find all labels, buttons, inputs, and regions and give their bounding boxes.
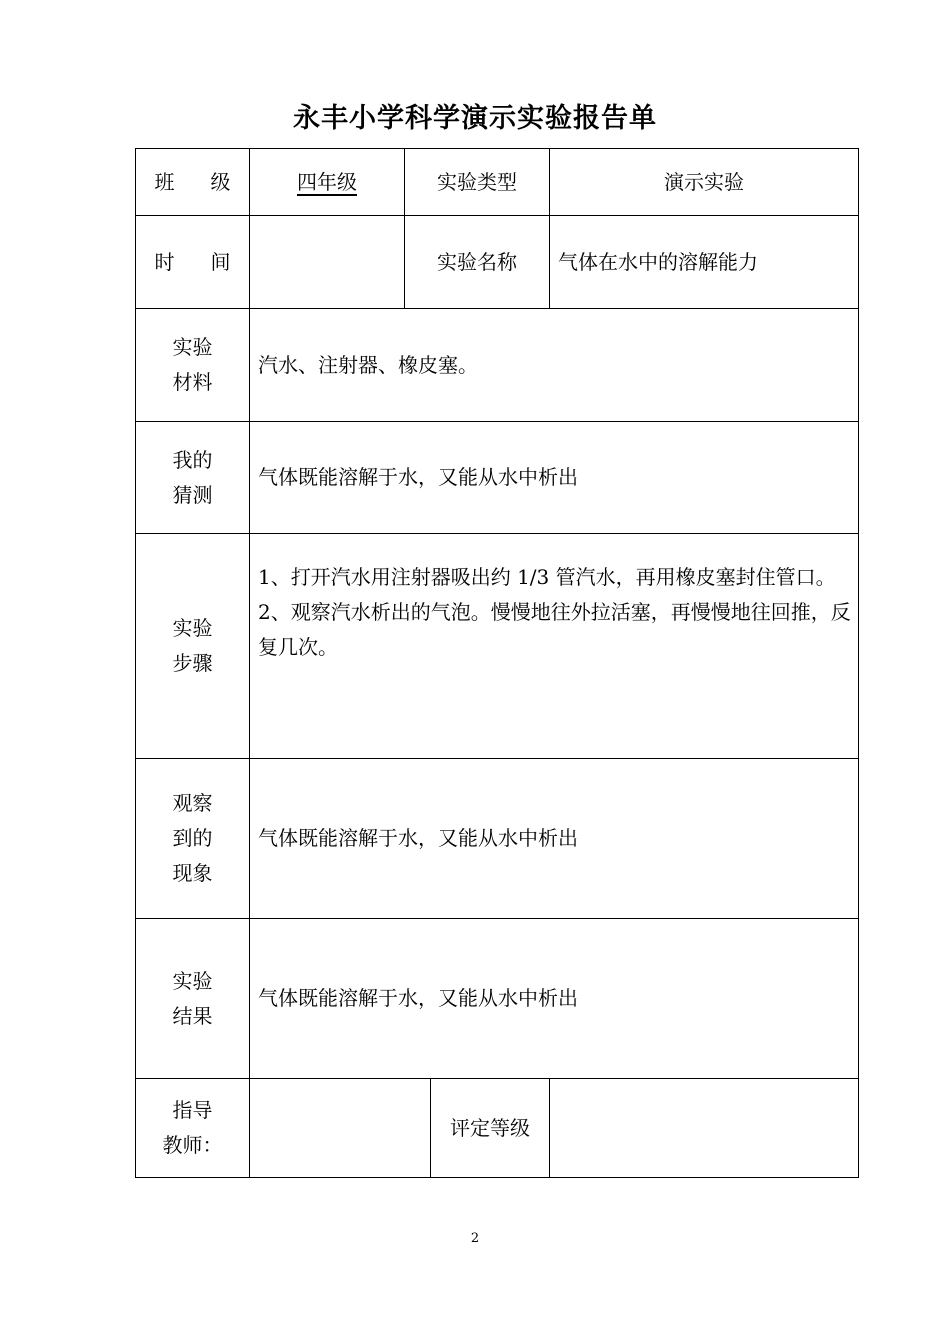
materials-label: 实验 材料 [136, 309, 250, 422]
teacher-value [250, 1079, 431, 1178]
page-number: 2 [470, 1231, 480, 1246]
observed-value: 气体既能溶解于水，又能从水中析出 [250, 759, 859, 919]
guess-label: 我的 猜测 [136, 422, 250, 534]
grade-value [550, 1079, 859, 1178]
step-item: 2、观察汽水析出的气泡。慢慢地往外拉活塞，再慢慢地往回推，反复几次。 [258, 600, 851, 659]
report-title: 永丰小学科学演示实验报告单 [293, 103, 657, 134]
result-value: 气体既能溶解于水，又能从水中析出 [250, 919, 859, 1079]
time-value [250, 216, 405, 309]
row-steps [136, 534, 859, 759]
type-label: 实验类型 [405, 149, 550, 216]
row-observed [136, 759, 859, 919]
name-label: 实验名称 [405, 216, 550, 309]
row-class [136, 149, 859, 216]
type-value: 演示实验 [550, 149, 859, 216]
class-value: 四年级 [250, 149, 405, 216]
materials-value: 汽水、注射器、橡皮塞。 [250, 309, 859, 422]
result-label: 实验 结果 [136, 919, 250, 1079]
name-value: 气体在水中的溶解能力 [550, 216, 859, 309]
step-item: 1、打开汽水用注射器吸出约 1/3 管汽水，再用橡皮塞封住管口。 [258, 565, 836, 589]
grade-label: 评定等级 [431, 1079, 550, 1178]
report-table [135, 148, 859, 1178]
row-footer [136, 1079, 859, 1178]
row-time [136, 216, 859, 309]
steps-value [250, 534, 859, 759]
teacher-label: 指导 教师： [136, 1079, 250, 1178]
row-materials [136, 309, 859, 422]
observed-label: 观察 到的 现象 [136, 759, 250, 919]
steps-label: 实验 步骤 [136, 534, 250, 759]
class-label: 班 级 [136, 149, 250, 216]
time-label: 时 间 [136, 216, 250, 309]
row-result [136, 919, 859, 1079]
row-guess [136, 422, 859, 534]
guess-value: 气体既能溶解于水，又能从水中析出 [250, 422, 859, 534]
